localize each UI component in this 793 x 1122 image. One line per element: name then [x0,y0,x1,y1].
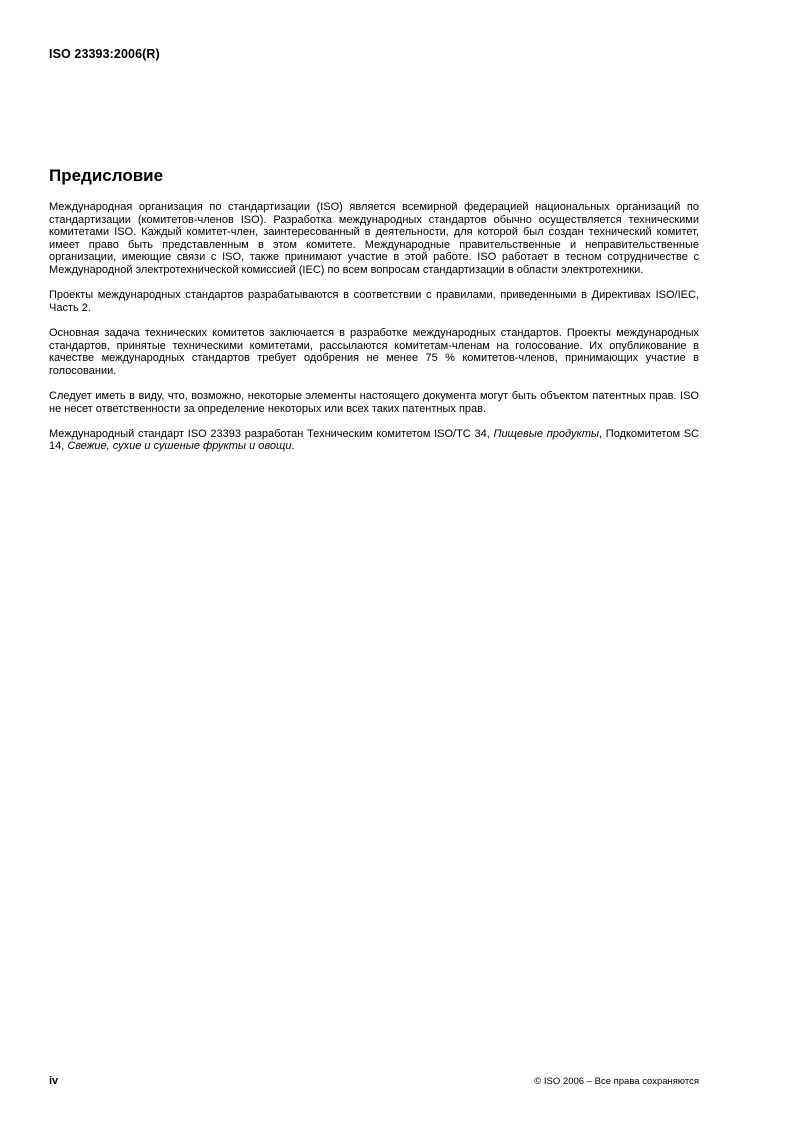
paragraph-iso-description: Международная организация по стандартизации (ISO) является всемирной федерацией национальных организаций по стандартизации (комитетов-членов ISO). Разработка международных стандартов обычно осуществляется техническими комитетами ISO. Каждый комитет-член, заинтересованный в деятельности, для которой был создан технический комитет, имеет право быть представленным в этом комитете. Международные правительственные и неправительственные организации, имеющие связи с ISO, также принимают участие в этой работе. ISO работает в тесном сотрудничестве с Международной электротехнической комиссией (IEC) по всем вопросам стандартизации в области электротехники. [49,201,699,276]
paragraph-committee-task: Основная задача технических комитетов заключается в разработке международных стандартов. Проекты международных стандартов, принятые техническими комитетами, рассылаются комитетам-членам на голосование. Их опубликование в качестве международных стандартов требует одобрения не менее 75 % комитетов-членов, принимающих участие в голосовании. [49,326,699,377]
section-heading: Предисловие [49,166,164,185]
preparation-text-middle: , Подкомитетом SC 14, [49,427,700,453]
document-identifier: ISO 23393:2006(R) [49,47,160,61]
foreword-body [49,201,699,465]
committee-name: Пищевые продукты [493,427,600,440]
paragraph-preparation-info [49,428,699,453]
paragraph-drafting-rules: Проекты международных стандартов разрабатываются в соответствии с правилами, приведенными в Директивах ISO/IEC, Часть 2. [49,289,699,314]
page-number: iv [49,1075,59,1087]
preparation-text-prefix: Международный стандарт ISO 23393 разработан Техническим комитетом ISO/TC 34, [49,427,494,440]
paragraph-patent-notice: Следует иметь в виду, что, возможно, некоторые элементы настоящего документа могут быть объектом патентных прав. ISO не несет ответственности за определение некоторых или всех таких патентных прав. [49,389,699,415]
subcommittee-name: Свежие, сухие и сушеные фрукты и овощи [67,440,292,453]
preparation-text-suffix: . [291,440,295,453]
copyright-notice: © ISO 2006 – Все права сохраняются [534,1076,699,1087]
